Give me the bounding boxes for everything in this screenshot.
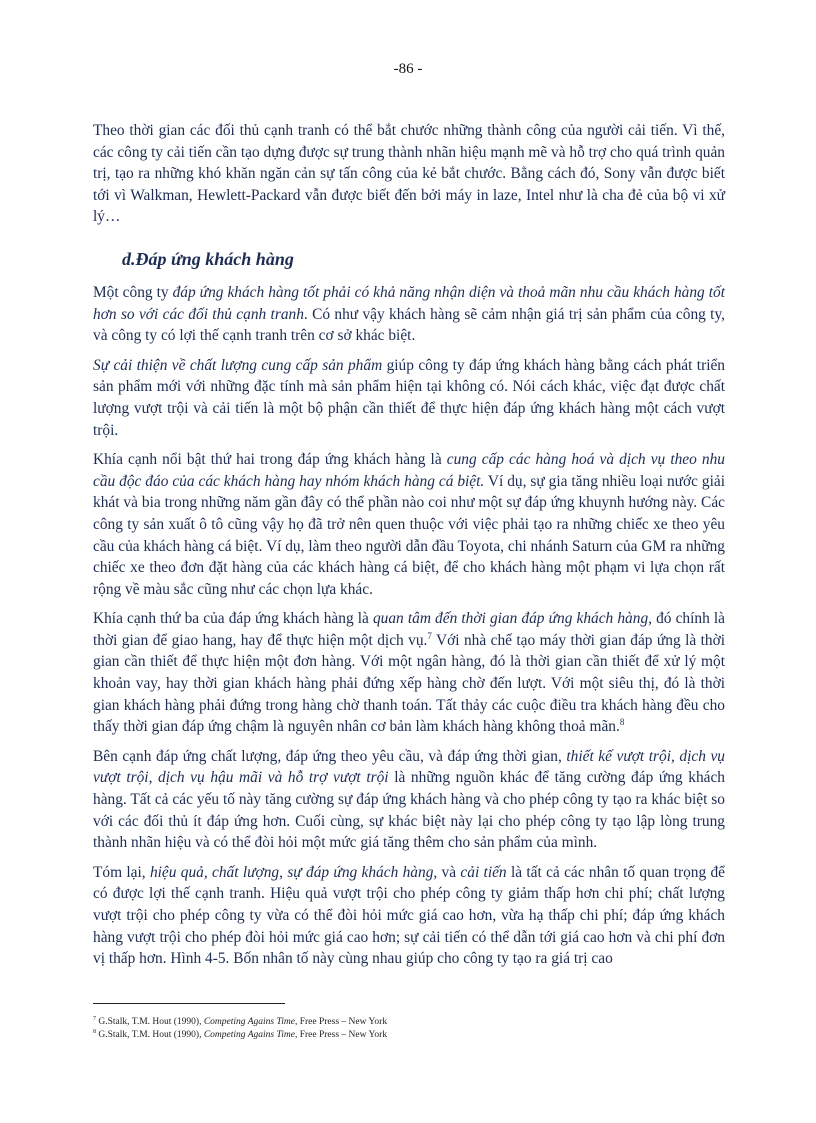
- paragraph-6: [93, 862, 725, 970]
- footnote-8: [93, 1029, 725, 1042]
- p3-emphasis: cung cấp các hàng hoá và dịch vụ theo nhu cầu độc đáo của các khách hàng hay nhóm khách hàng cá biệt.: [93, 451, 725, 490]
- p4-text-mid: đó chính là thời gian để giao hang, hay để thực hiện một dịch vụ.: [93, 610, 725, 649]
- footnotes: [93, 1016, 725, 1041]
- intro-paragraph: Theo thời gian các đối thủ cạnh tranh có thể bắt chước những thành công của người cải tiến. Vì thế, các công ty cải tiến cần tạo dựng được sự trung thành nhãn hiệu mạnh mẽ và hỗ trợ cho quá trình quản trị, tạo ra những khó khăn ngăn cản sự tấn công của kẻ bắt chước. Bằng cách đó, Sony vẫn được biết tới vì Walkman, Hewlett-Packard vẫn được biết đến bởi máy in laze, Intel như là cha đẻ của bộ vi xử lý…: [93, 122, 725, 226]
- p3-text: Khía cạnh nổi bật thứ hai trong đáp ứng khách hàng là: [93, 451, 447, 469]
- p4-text-end: Với nhà chế tạo máy thời gian đáp ứng là thời gian cần thiết để thực hiện một đơn hàng. Với một ngân hàng, đó là thời gian cần thiết để xử lý một khoản vay, hay thời gian khách hàng phải đứng xếp hàng chờ đến lượt. Với một siêu thị, đó là thời gian khách hàng phải đứng trong hàng chờ thanh toán. Tất thảy các cuộc điều tra khách hàng đều cho thấy thời gian đáp ứng chậm là nguyên nhân cơ bản làm khách hàng không thoả mãn.: [93, 631, 725, 736]
- p3-text-end: Ví dụ, sự gia tăng nhiều loại nước giải khát và bia trong những năm gần đây có thể phần nào coi như một sự đáp ứng khuynh hướng này. Các công ty sản xuất ô tô cũng vậy họ đã trở nên quen thuộc với việc phải tạo ra những chiếc xe theo yêu cầu của khách hàng cá biệt. Ví dụ, làm theo người dẫn đầu Toyota, chi nhánh Saturn của GM ra những chiếc xe theo đơn đặt hàng của các khách hàng cá biệt, để cho khách hàng một phạm vi lựa chọn rất rộng về màu sắc cũng như các chọn lựa khác.: [93, 472, 725, 598]
- p2-emphasis: Sự cải thiện về chất lượng cung cấp sản phẩm: [93, 356, 383, 374]
- page-body: [93, 120, 725, 978]
- p5-emphasis: thiết kế vượt trội, dịch vụ vượt trội, dịch vụ hậu mãi và hỗ trợ vượt trội: [93, 747, 725, 787]
- p2-text: giúp công ty đáp ứng khách hàng bằng cách phát triển sản phẩm mới với những đặc tính mà sản phẩm hiện tại không có. Nói cách khác, việc đạt được chất lượng vượt trội và cải tiến là một bộ phận cần thiết để thực hiện đáp ứng khách hàng một cách vượt trội.: [93, 356, 725, 439]
- paragraph-5: [93, 746, 725, 854]
- footnote-author: G.Stalk, T.M. Hout (1990),: [98, 1017, 204, 1027]
- footnote-7: [93, 1016, 725, 1029]
- section-heading: d.Đáp ứng khách hàng: [122, 248, 294, 269]
- page-number: -86 -: [393, 61, 423, 77]
- footnote-publisher: , Free Press – New York: [294, 1017, 388, 1027]
- footnote-title: Competing Agains Time: [203, 1017, 295, 1027]
- footnote-publisher: , Free Press – New York: [294, 1029, 388, 1040]
- footnote-number: 8: [93, 1028, 96, 1035]
- paragraph-1: [93, 282, 725, 347]
- footnote-title: Competing Agains Time: [203, 1029, 295, 1040]
- p1-text: Một công ty: [93, 283, 173, 301]
- p4-emphasis: quan tâm đến thời gian đáp ứng khách hàng,: [372, 610, 652, 628]
- p6-emphasis-2: sự đáp ứng khách hàng: [287, 863, 434, 881]
- p1-emphasis: đáp ứng khách hàng tốt phải có khả năng nhận diện và thoả mãn nhu cầu khách hàng tốt hơn so với các đối thủ cạnh tranh: [93, 283, 725, 323]
- p6-text-end: là tất cả các nhân tố quan trọng để có được lợi thế cạnh tranh. Hiệu quả vượt trội cho phép công ty giảm thấp hơn chi phí; chất lượng vượt trội cho phép công ty vừa có thể đòi hỏi mức giá cao hơn, vừa hạ thấp chi phí; đáp ứng khách hàng vượt trội cho phép đòi hỏi mức giá cao hơn; sự cải tiến có thể dẫn tới giá cao hơn và chi phí đơn vị thấp hơn. Hình 4-5. Bốn nhân tố này cùng nhau giúp cho công ty tạo ra giá trị cao: [93, 863, 726, 968]
- p6-emphasis-3: cải tiến: [460, 863, 507, 881]
- p6-emphasis-1: hiệu quả, chất lượng: [149, 863, 280, 881]
- footnote-divider: [93, 1003, 285, 1004]
- footnote-ref-7[interactable]: 7: [427, 630, 432, 641]
- p1-text-end: . Có như vậy khách hàng sẽ cảm nhận giá trị sản phẩm của công ty, và công ty có lợi thế cạnh tranh trên cơ sở khác biệt.: [93, 305, 725, 345]
- p6-sep-1: ,: [279, 863, 288, 881]
- p6-text: Tóm lại,: [93, 863, 150, 881]
- footnote-ref-8[interactable]: 8: [619, 717, 625, 728]
- p4-text: Khía cạnh thứ ba của đáp ứng khách hàng là: [93, 610, 373, 628]
- footnote-author: G.Stalk, T.M. Hout (1990),: [98, 1029, 204, 1040]
- p5-text: Bên cạnh đáp ứng chất lượng, đáp ứng theo yêu cầu, và đáp ứng thời gian,: [93, 747, 567, 765]
- paragraph-3: [93, 449, 725, 600]
- footnote-number: 7: [93, 1015, 96, 1022]
- paragraph-4: [93, 608, 725, 738]
- p6-sep-2: , và: [433, 863, 461, 881]
- paragraph-2: [93, 355, 725, 441]
- p5-text-end: là những nguồn khác để tăng cường đáp ứng khách hàng. Tất cả các yếu tố này tăng cường sự đáp ứng khách hàng và cho phép công ty tạo ra khác biệt so với các đối thủ ít đáp ứng hơn. Cuối cùng, sự khác biệt này lại cho phép công ty tạo lập lòng trung thành nhãn hiệu và có thể đòi hỏi một mức giá tăng thêm cho sản phẩm của mình.: [93, 769, 725, 852]
